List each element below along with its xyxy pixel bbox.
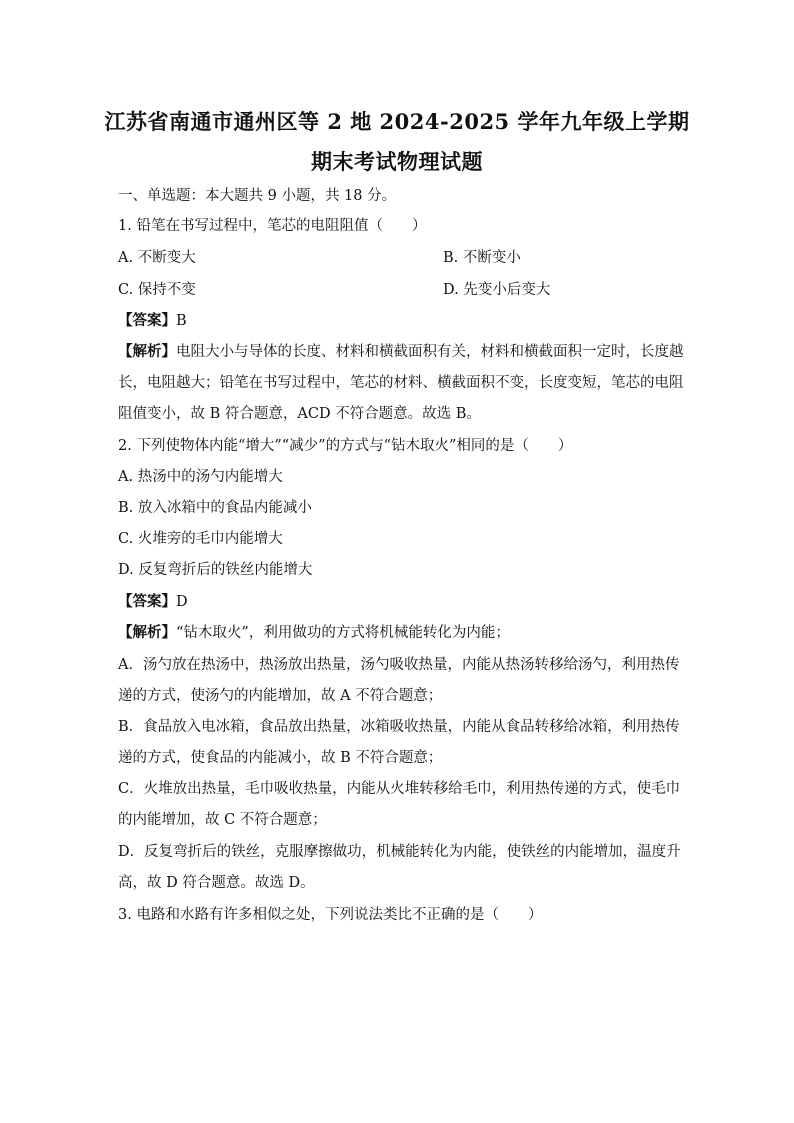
question-2-option-b: B. 放入冰箱中的食品内能减小: [118, 500, 312, 516]
question-1-analysis-line: 阻值变小，故 B 符合题意，ACD 不符合题意。故选 B。: [118, 406, 481, 422]
analysis-text: 电阻大小与导体的长度、材料和横截面积有关，材料和横截面积一定时，长度越: [176, 344, 684, 360]
question-2-analysis-line: C．火堆放出热量，毛巾吸收热量，内能从火堆转移给毛巾，利用热传递的方式，使毛巾: [118, 781, 681, 797]
document-title-line1: 江苏省南通市通州区等 2 地 2024-2025 学年九年级上学期: [104, 109, 690, 134]
answer-label: 【答案】: [118, 312, 176, 329]
question-2-analysis-line: 高，故 D 符合题意。故选 D。: [118, 875, 315, 891]
question-2-analysis-line: 递的方式，使食品的内能减小，故 B 不符合题意；: [118, 750, 443, 766]
question-2-analysis-line: B．食品放入电冰箱，食品放出热量，冰箱吸收热量，内能从食品转移给冰箱，利用热传: [118, 719, 680, 735]
question-2-analysis-line: 递的方式，使汤勺的内能增加，故 A 不符合题意；: [118, 688, 443, 704]
question-1-option-d: D. 先变小后变大: [443, 282, 551, 298]
document-title-line2: 期末考试物理试题: [311, 149, 483, 174]
answer-value: B: [176, 313, 187, 329]
question-2-analysis-line: A．汤勺放在热汤中，热汤放出热量，汤勺吸收热量，内能从热汤转移给汤勺，利用热传: [118, 657, 680, 673]
question-2-option-d: D. 反复弯折后的铁丝内能增大: [118, 562, 313, 578]
question-2-option-c: C. 火堆旁的毛巾内能增大: [118, 531, 283, 547]
question-2-stem: 2. 下列使物体内能“增大”“减少”的方式与“钻木取火”相同的是（ ）: [118, 438, 573, 454]
analysis-text: “钻木取火”，利用做功的方式将机械能转化为内能；: [176, 625, 510, 641]
question-1-analysis-line: 长，电阻越大；铅笔在书写过程中，笔芯的材料、横截面积不变，长度变短，笔芯的电阻: [118, 375, 684, 391]
question-1-option-a: A. 不断变大: [118, 250, 196, 266]
question-2-analysis-line: [118, 623, 510, 643]
analysis-label: 【解析】: [118, 624, 176, 641]
section-heading: 一、单选题：本大题共 9 小题，共 18 分。: [118, 188, 397, 204]
question-1-option-b: B. 不断变小: [443, 250, 521, 266]
question-1-analysis-line: [118, 342, 684, 362]
question-2-answer: [118, 592, 188, 612]
question-1-stem: 1. 铅笔在书写过程中，笔芯的电阻阻值（ ）: [118, 218, 427, 234]
question-1-option-c: C. 保持不变: [118, 282, 196, 298]
question-3-stem: 3. 电路和水路有许多相似之处，下列说法类比不正确的是（ ）: [118, 907, 543, 923]
question-2-option-a: A. 热汤中的汤勺内能增大: [118, 469, 283, 485]
question-2-analysis-line: 的内能增加，故 C 不符合题意；: [118, 812, 327, 828]
answer-label: 【答案】: [118, 593, 176, 610]
question-2-analysis-line: D．反复弯折后的铁丝，克服摩擦做功，机械能转化为内能，使铁丝的内能增加，温度升: [118, 844, 681, 860]
answer-value: D: [176, 594, 188, 610]
question-1-answer: [118, 311, 187, 331]
analysis-label: 【解析】: [118, 343, 176, 360]
